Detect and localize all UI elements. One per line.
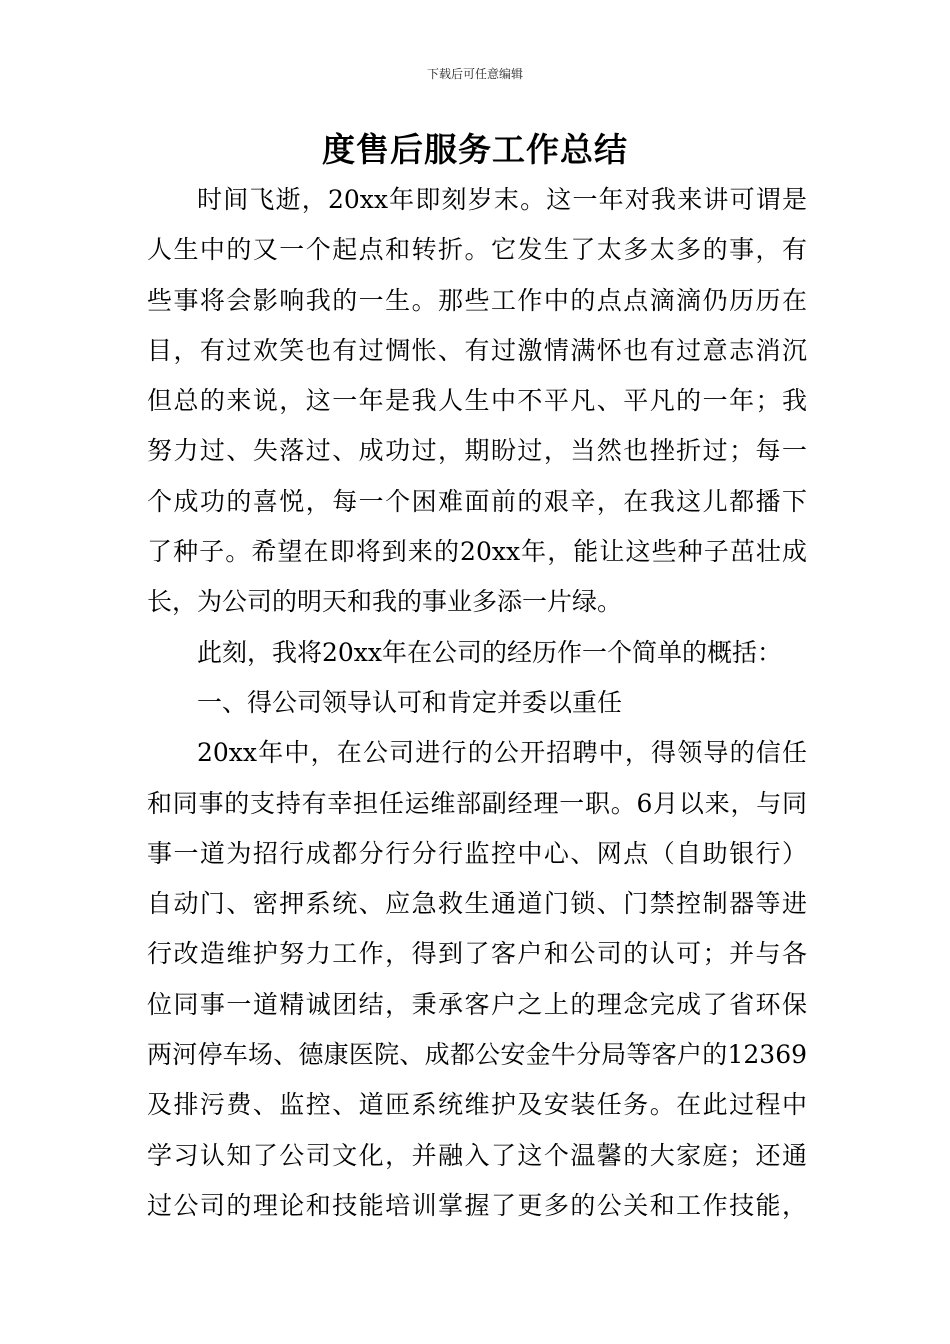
paragraph-line: 长，为公司的明天和我的事业多添一片绿。 [147, 587, 623, 617]
header-note: 下载后可任意编辑 [426, 67, 523, 81]
paragraph-line: 但总的来说，这一年是我人生中不平凡、平凡的一年；我 [147, 386, 807, 416]
paragraph-line: 20xx年中，在公司进行的公开招聘中，得领导的信任 [197, 738, 807, 768]
paragraph-line: 努力过、失落过、成功过，期盼过，当然也挫折过；每一 [147, 436, 807, 466]
section-heading: 一、得公司领导认可和肯定并委以重任 [197, 687, 623, 717]
paragraph-line: 了种子。希望在即将到来的20xx年，能让这些种子茁壮成 [147, 537, 807, 567]
paragraph-line: 及排污费、监控、道匝系统维护及安装任务。在此过程中 [147, 1090, 807, 1120]
paragraph-line: 时间飞逝，20xx年即刻岁末。这一年对我来讲可谓是 [197, 185, 807, 214]
document-title: 度售后服务工作总结 [322, 130, 628, 169]
paragraph-line: 些事将会影响我的一生。那些工作中的点点滴滴仍历历在 [147, 285, 807, 315]
paragraph-line: 行改造维护努力工作，得到了客户和公司的认可；并与各 [147, 939, 807, 969]
paragraph-line: 此刻，我将20xx年在公司的经历作一个简单的概括： [197, 637, 783, 667]
paragraph-line: 事一道为招行成都分行分行监控中心、网点（自助银行） [147, 838, 807, 868]
paragraph-line: 位同事一道精诚团结，秉承客户之上的理念完成了省环保 [147, 989, 807, 1019]
paragraph-line: 自动门、密押系统、应急救生通道门锁、门禁控制器等进 [147, 889, 807, 919]
paragraph-line: 和同事的支持有幸担任运维部副经理一职。6月以来，与同 [147, 788, 807, 818]
paragraph-line: 学习认知了公司文化，并融入了这个温馨的大家庭；还通 [147, 1140, 807, 1170]
paragraph-line: 过公司的理论和技能培训掌握了更多的公关和工作技能， [147, 1190, 807, 1220]
document-body [147, 175, 807, 1231]
paragraph-line: 两河停车场、德康医院、成都公安金牛分局等客户的12369 [147, 1040, 807, 1070]
paragraph-line: 目，有过欢笑也有过惆怅、有过激情满怀也有过意志消沉 [147, 335, 807, 365]
paragraph-line: 个成功的喜悦，每一个困难面前的艰辛，在我这儿都播下 [147, 486, 807, 516]
paragraph-line: 人生中的又一个起点和转折。它发生了太多太多的事，有 [147, 235, 807, 265]
